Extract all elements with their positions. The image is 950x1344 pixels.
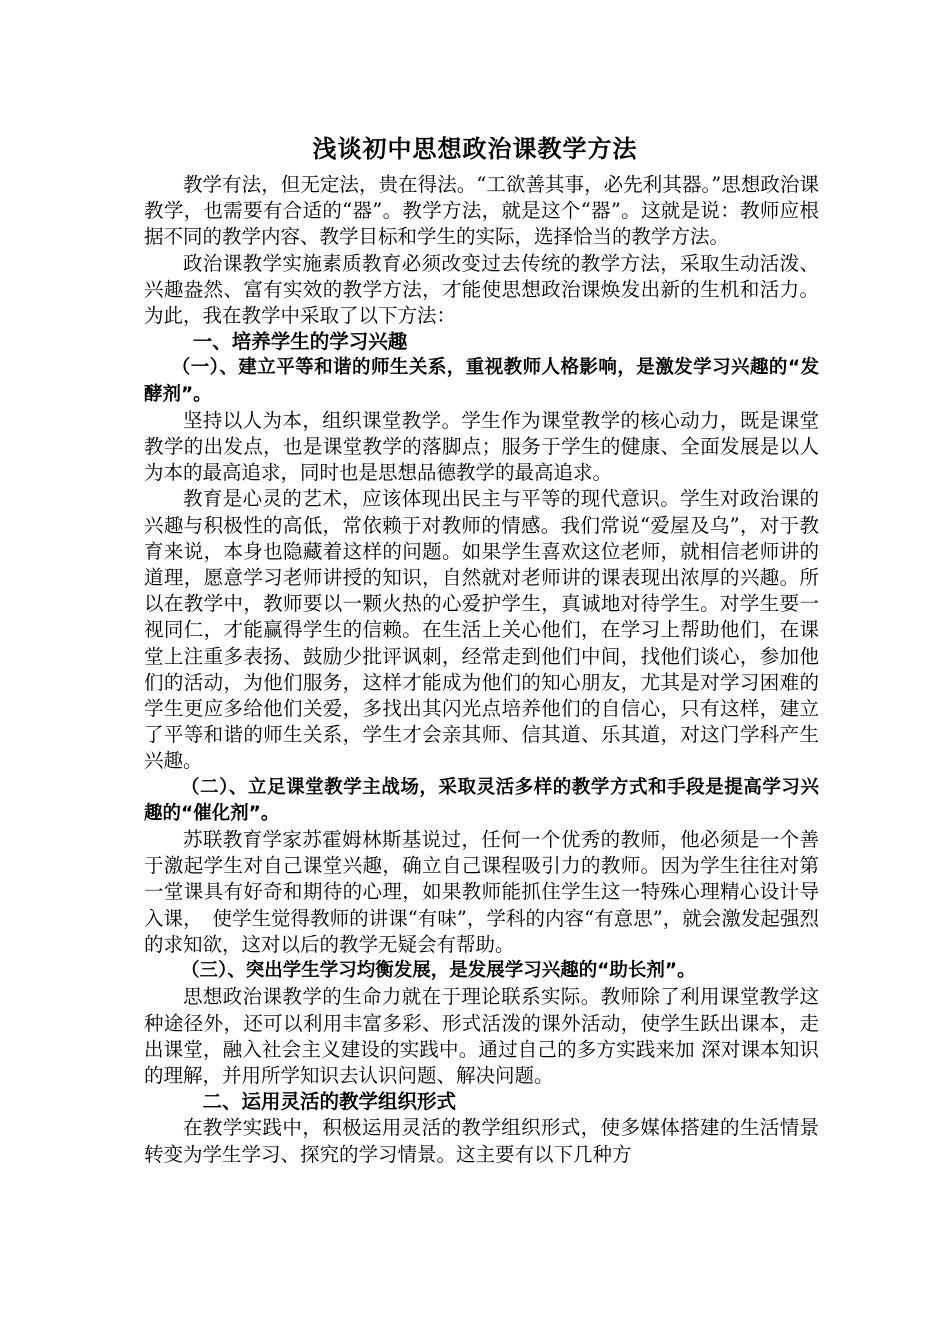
subsection-heading-3: （三）、突出学生学习均衡发展，是发展学习兴趣的“助长剂”。: [181, 960, 696, 982]
body-paragraph-1: 坚持以人为本，组织课堂教学。学生作为课堂教学的核心动力，既是课堂教学的出发点，也是课堂教学的落脚点；服务于学生的健康、全面发展是以人为本的最高追求，同时也是思想品德教学的最高追求。: [144, 408, 819, 485]
body-paragraph-5: 在教学实践中，积极运用灵活的教学组织形式，使多媒体搭建的生活情景转变为学生学习、探究的学习情景。这主要有以下几种方: [144, 1116, 819, 1166]
subsection-heading-1: （一）、建立平等和谐的师生关系，重视教师人格影响，是激发学习兴趣的“发酵剂”。: [144, 357, 819, 405]
intro-paragraph-1: 教学有法，但无定法，贵在得法。“工欲善其事，必先利其器。”思想政治课教学，也需要有合适的“器”。教学方法，就是这个“器”。这就是说：教师应根据不同的教学内容、教学目标和学生的实际，选择恰当的教学方法。: [144, 173, 819, 249]
section-heading-2: 二、运用灵活的教学组织形式: [202, 1090, 457, 1114]
section-heading-1: 一、培养学生的学习兴趣: [192, 330, 408, 354]
subsection-heading-2: （二）、立足课堂教学主战场，采取灵活多样的教学方式和手段是提高学习兴趣的“催化剂”。: [144, 776, 819, 824]
intro-paragraph-2: 政治课教学实施素质教育必须改变过去传统的教学方法，采取生动活泼、兴趣盎然、富有实效的教学方法，才能使思想政治课焕发出新的生机和活力。为此，我在教学中采取了以下方法：: [144, 251, 819, 328]
body-paragraph-4: 思想政治课教学的生命力就在于理论联系实际。教师除了利用课堂教学这种途径外，还可以利用丰富多彩、形式活泼的课外活动，使学生跃出课本，走出课堂，融入社会主义建设的实践中。通过自己的多方实践来加 深对课本知识的理解，并用所学知识去认识问题、解决问题。: [144, 985, 819, 1087]
body-paragraph-3: 苏联教育学家苏霍姆林斯基说过，任何一个优秀的教师，他必须是一个善于激起学生对自己课堂兴趣，确立自己课程吸引力的教师。因为学生往往对第一堂课具有好奇和期待的心理，如果教师能抓住学生这一特殊心理精心设计导入课， 使学生觉得教师的讲课“有味”，学科的内容“有意思”，就会激发起强烈的求知欲，这对以后的教学无疑会有帮助。: [144, 828, 819, 956]
document-title: 浅谈初中思想政治课教学方法: [312, 135, 638, 163]
document-body: [144, 172, 819, 1168]
body-paragraph-2: 教育是心灵的艺术，应该体现出民主与平等的现代意识。学生对政治课的兴趣与积极性的高低，常依赖于对教师的情感。我们常说“爱屋及乌”，对于教育来说，本身也隐藏着这样的问题。如果学生喜欢这位老师，就相信老师讲的道理，愿意学习老师讲授的知识，自然就对老师讲的课表现出浓厚的兴趣。所以在教学中，教师要以一颗火热的心爱护学生，真诚地对待学生。对学生要一视同仁，才能赢得学生的信赖。在生活上关心他们，在学习上帮助他们，在课堂上注重多表扬、鼓励少批评讽刺，经常走到他们中间，找他们谈心，参加他们的活动，为他们服务，这样才能成为他们的知心朋友，尤其是对学习困难的学生更应多给他们关爱，多找出其闪光点培养他们的自信心，只有这样，建立了平等和谐的师生关系，学生才会亲其师、信其道、乐其道，对这门学科产生兴趣。: [144, 487, 819, 773]
